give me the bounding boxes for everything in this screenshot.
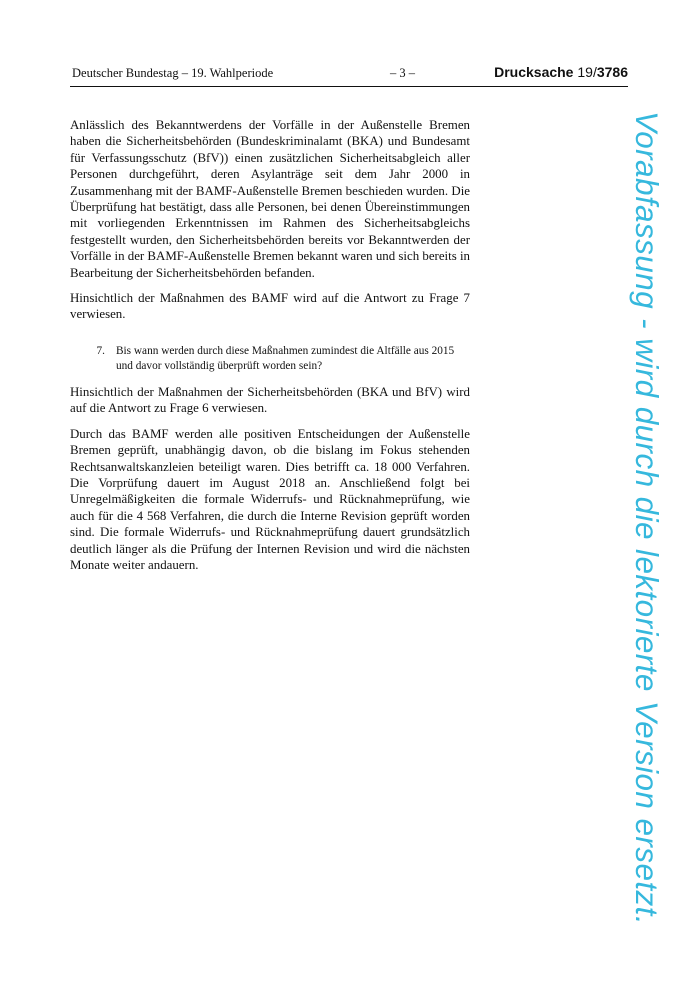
page-header (70, 64, 628, 87)
question-text: Bis wann werden durch diese Maßnahmen zumindest die Altfälle aus 2015 und davor vollständig überprüft worden sein? (116, 344, 455, 372)
page-number: – 3 – (390, 66, 415, 80)
document-number-prefix: 19/ (577, 64, 597, 80)
document-number (494, 64, 628, 80)
parliament-period: Deutscher Bundestag – 19. Wahlperiode (72, 66, 274, 80)
document-label: Drucksache (494, 64, 574, 80)
document-number-value: 3786 (596, 64, 628, 80)
question-number: 7. (96, 344, 105, 357)
question-7 (70, 344, 470, 374)
draft-watermark: Vorabfassung - wird durch die lektorierte Version ersetzt. (629, 111, 665, 925)
paragraph-reference-q7: Hinsichtlich der Maßnahmen des BAMF wird auf die Antwort zu Frage 7 verwiesen. (70, 291, 470, 322)
paragraph-reference-q6: Hinsichtlich der Maßnahmen der Sicherheitsbehörden (BKA und BfV) wird auf die Antwort zu Frage 6 verwiesen. (70, 384, 470, 416)
answer-text (70, 117, 470, 582)
paragraph-review-status: Durch das BAMF werden alle positiven Entscheidungen der Außenstelle Bremen geprüft, unabhängig davon, ob die bislang im Fokus stehenden Rechtsanwaltskanzleien beteiligt waren. Dies betrifft ca. 18 000 Verfahren. Die Vorprüfung dauert im August 2018 an. Anschließend folgt bei Unregelmäßigkeiten die formale Widerrufs- und Rücknahmeprüfung, wie auch für die 4 568 Verfahren, die durch die Interne Revision geprüft worden sind. Die formale Widerrufs- und Rücknahmeprüfung dauert grundsätzlich deutlich länger als die Prüfung der Internen Revision und wird die nächsten Monate weiter andauern. (70, 426, 470, 572)
paragraph-security-check: Anlässlich des Bekanntwerdens der Vorfälle in der Außenstelle Bremen haben die Sicherheitsbehörden (Bundeskriminalamt (BKA) und Bundesamt für Verfassungsschutz (BfV)) einen zusätzlichen Sicherheitsabgleich aller Personen durchgeführt, deren Asylanträge seit dem Jahr 2000 in Zusammenhang mit der BAMF-Außenstelle Bremen beschieden wurden. Die Überprüfung hat bestätigt, dass alle Personen, bei denen Übereinstimmungen mit vorliegenden Erkenntnissen im Rahmen des Sicherheitsabgleichs festgestellt wurden, den Sicherheitsbehörden bereits vor Bekanntwerden der Vorfälle in der BAMF-Außenstelle Bremen bekannt waren und sich bereits in Bearbeitung der Sicherheitsbehörden befanden. (70, 118, 470, 280)
